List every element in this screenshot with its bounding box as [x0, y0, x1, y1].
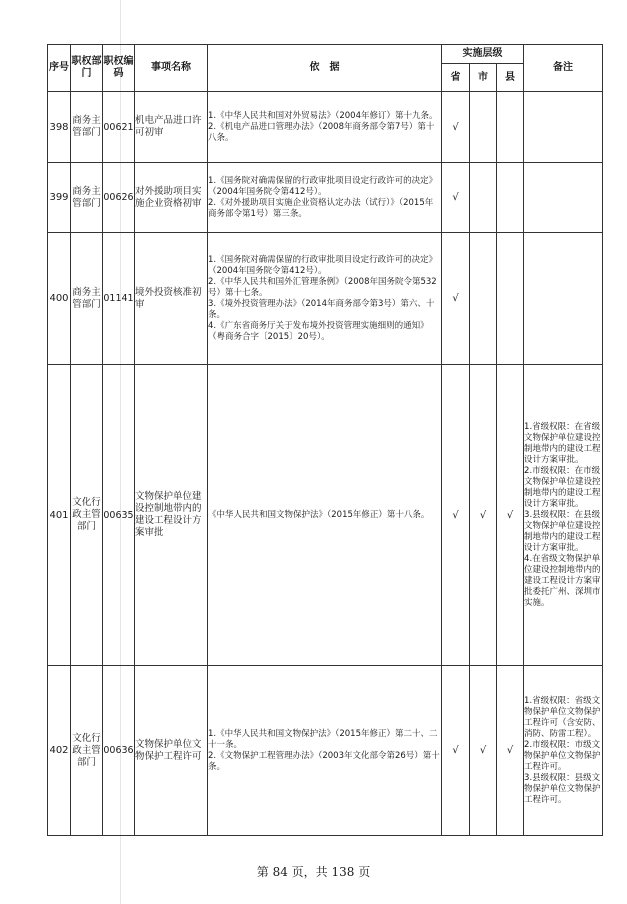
row-code: 00626	[103, 163, 135, 233]
row-basis	[208, 233, 442, 365]
row-seq: 398	[48, 92, 71, 163]
basis-line: 2.《机电产品进口管理办法》（2008年商务部令第7号）第十八条。	[208, 121, 435, 143]
row-item-name: 文物保护单位建设控制地带内的建设工程设计方案审批	[135, 365, 208, 666]
row-basis	[208, 365, 442, 666]
basis-line: 1.《中华人民共和国文物保护法》（2015年修正）第二十、二十一条。	[208, 728, 438, 750]
check-mark-icon: √	[452, 121, 459, 133]
row-remark	[524, 233, 603, 365]
row-seq: 402	[48, 666, 71, 836]
check-mark-icon: √	[479, 509, 487, 521]
header-seq: 序号	[48, 45, 71, 92]
row-seq: 400	[48, 233, 71, 365]
row-basis	[208, 163, 442, 233]
level-province-cell	[442, 365, 470, 666]
row-dept: 文化行政主管部门	[71, 666, 103, 836]
header-level-county: 县	[497, 64, 524, 92]
level-county-cell	[497, 163, 524, 233]
row-code: 00636	[103, 666, 135, 836]
level-province-cell	[442, 163, 470, 233]
header-level-group: 实施层级	[442, 45, 524, 64]
basis-line: 1.《国务院对确需保留的行政审批项目设定行政许可的决定》（2004年国务院令第412号）。	[208, 175, 438, 197]
level-county-cell	[497, 666, 524, 836]
remark-line: 3.县级权限：县级文物保护单位文物保护工程许可。	[524, 772, 601, 805]
row-dept: 商务主管部门	[71, 163, 103, 233]
row-remark	[524, 163, 603, 233]
table-header	[48, 45, 603, 92]
row-item-name: 对外援助项目实施企业资格初审	[135, 163, 208, 233]
row-basis	[208, 666, 442, 836]
basis-line: 2.《对外援助项目实施企业资格认定办法（试行）》（2015年商务部令第1号）第三条。	[208, 197, 434, 219]
level-county-cell	[497, 92, 524, 163]
header-level-city: 市	[470, 64, 497, 92]
remark-line: 1.省级权限：省级文物保护单位文物保护工程许可（含安防、消防、防雷工程）。	[524, 695, 601, 739]
row-seq: 399	[48, 163, 71, 233]
level-province-cell	[442, 666, 470, 836]
row-item-name: 机电产品进口许可初审	[135, 92, 208, 163]
row-remark	[524, 365, 603, 666]
row-dept: 商务主管部门	[71, 92, 103, 163]
check-mark-icon: √	[452, 509, 459, 521]
level-city-cell	[470, 233, 497, 365]
row-seq: 401	[48, 365, 71, 666]
table-row	[48, 233, 603, 365]
header-level-province: 省	[442, 64, 470, 92]
check-mark-icon: √	[479, 745, 487, 756]
approval-items-table	[47, 44, 603, 836]
check-mark-icon: √	[506, 745, 514, 756]
table-row	[48, 365, 603, 666]
row-remark	[524, 666, 603, 836]
row-code: 00621	[103, 92, 135, 163]
basis-line: 《中华人民共和国文物保护法》（2015年修正）第十八条。	[208, 509, 430, 520]
level-province-cell	[442, 92, 470, 163]
header-name: 事项名称	[135, 45, 208, 92]
header-basis: 依 据	[208, 45, 442, 92]
check-mark-icon: √	[452, 293, 459, 304]
row-item-name: 文物保护单位文物保护工程许可	[135, 666, 208, 836]
remark-line: 4.在省级文物保护单位建设控制地带内的建设工程设计方案审批委托广州、深圳市实施。	[524, 553, 601, 608]
remark-line: 2.市级权限：市级文物保护单位文物保护工程许可。	[524, 739, 601, 772]
level-city-cell	[470, 365, 497, 666]
header-remark: 备注	[524, 45, 603, 92]
check-mark-icon: √	[452, 192, 459, 203]
row-code: 01141	[103, 233, 135, 365]
row-item-name: 境外投资核准初审	[135, 233, 208, 365]
check-mark-icon: √	[452, 745, 459, 756]
row-code: 00635	[103, 365, 135, 666]
page-number-footer: 第 84 页，共 138 页	[256, 865, 371, 879]
level-county-cell	[497, 365, 524, 666]
level-city-cell	[470, 163, 497, 233]
row-basis	[208, 92, 442, 163]
header-code: 职权编码	[103, 45, 135, 92]
table-row	[48, 666, 603, 836]
row-remark	[524, 92, 603, 163]
basis-line: 4.《广东省商务厅关于发布境外投资管理实施细则的通知》（粤商务合字〔2015〕20号）。	[208, 320, 429, 342]
remark-line: 3.县级权限：在县级文物保护单位建设控制地带内的建设工程设计方案审批。	[524, 509, 601, 553]
table-row	[48, 163, 603, 233]
row-dept: 商务主管部门	[71, 233, 103, 365]
remark-line: 1.省级权限：在省级文物保护单位建设控制地带内的建设工程设计方案审批。	[524, 421, 601, 465]
basis-line: 2.《中华人民共和国外汇管理条例》（2008年国务院令第532号）第十七条。	[208, 276, 437, 298]
basis-line: 3.《境外投资管理办法》（2014年商务部令第3号）第六、十条。	[208, 298, 435, 320]
level-province-cell	[442, 233, 470, 365]
table-row	[48, 92, 603, 163]
header-dept: 职权部门	[71, 45, 103, 92]
level-county-cell	[497, 233, 524, 365]
check-mark-icon: √	[506, 509, 514, 521]
basis-line: 1.《中华人民共和国对外贸易法》（2004年修订）第十九条。	[208, 110, 438, 121]
basis-line: 1.《国务院对确需保留的行政审批项目设定行政许可的决定》（2004年国务院令第412号）。	[208, 254, 438, 276]
row-dept: 文化行政主管部门	[71, 365, 103, 666]
basis-line: 2.《文物保护工程管理办法》（2003年文化部令第26号）第十条。	[208, 750, 440, 772]
table-body	[48, 92, 603, 836]
level-city-cell	[470, 666, 497, 836]
remark-line: 2.市级权限：在市级文物保护单位建设控制地带内的建设工程设计方案审批。	[524, 465, 601, 509]
level-city-cell	[470, 92, 497, 163]
